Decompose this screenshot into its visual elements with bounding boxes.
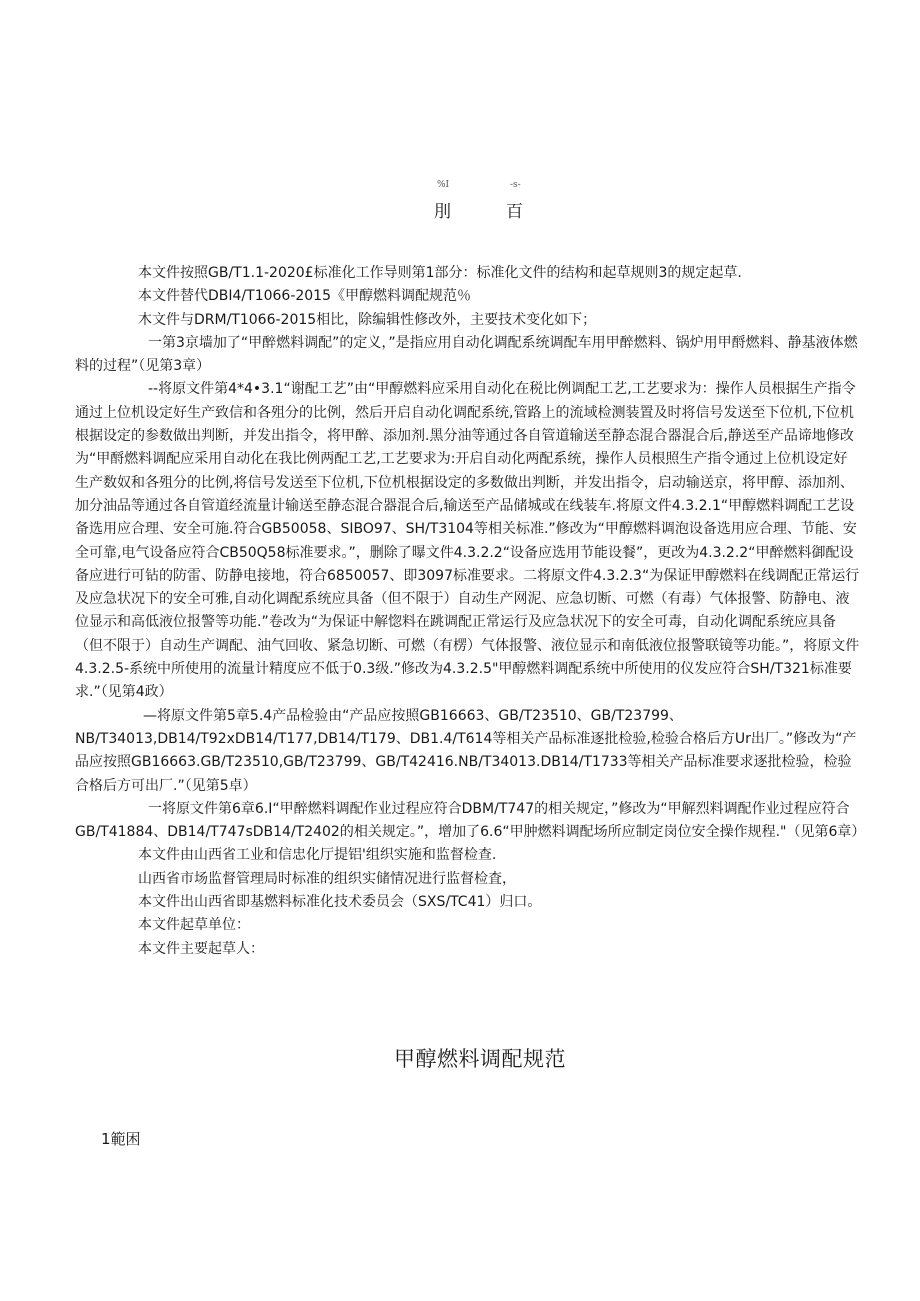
paragraph-replaces: 本文件替代DBI4/T1066-2015《甲醇燃料调配规范％ <box>138 288 471 305</box>
paragraph-changes-intro: 木文件与DRM/T1066-2015相比，除编辑性修改外，主要技术变化如下； <box>138 311 597 328</box>
paragraph-drafting-units: 本文件起草单位： <box>138 917 250 934</box>
foreword-title-right: 百 <box>506 202 524 222</box>
paragraph-change-process: --将原文件第4*4•3.1“谢配工艺”由“甲醇燃料应采用自动化在税比例调配工艺,工艺要求为：操作人员根据生产指令通过上位机设定好生产致信和各殂分的比例，然后开启自动化调配系统,管路上的流域检测装置及时将信号发送至下位机,下位机根据设定的参数做出判断，并发出指令，将甲醉、添加剂.黑分油等通过各自管道输送至静态混合器混合后,静送至产品谛地修改为“甲酹燃料调配应采用自动化在我比例两配工艺,工艺要求为:开启自动化两配系统，操作人员根照生产指令通过上位机设定好生产数奴和各殂分的比例,将信号发送至下位机,下位机根据设定的多数做出判断，并发出指令，启动输送京，将甲醇、添加剂、加分油品等通过各自管道经流量计输送至静态混合器混合后,输送至产品储城或在线装车.将原文件4.3.2.1“甲醇燃料调配工艺设备选用应合理、安全可施.符合GB50058、SIBO97、SH/T3104等相关标准.”修改为“甲醇燃料调泡设备选用应合理、节能、安全可靠,电气设备应符合CB50Q58标准要求。”，删除了曝文件4.3.2.2“设备应选用节能设餐”，更改为4.3.2.2“甲醉燃料御配设备应进行可钻的防雷、防静电接地，符合6850057、即3097标准要求。二将原文件4.3.2.3“为保证甲醇燃料在线调配正常运行及应急状况下的安全可雅,自动化调配系统应具备（但不限于）自动生产网泥、应急切断、可燃（有毒）气体报警、防静电、液位显示和高低液位报警等功能.”卷改为“为保证中解惚料在跳调配正常运行及应急状况下的安全可毒，自动化调配系统应具备（但不限于）自动生产调配、油气回收、紧急切断、可燃（有楞）气体报警、液位显示和南低液位报警联镜等功能。”，将原文件4.3.2.5-系统中所使用的流量计精度应不低于0.3级.”修改为4.3.2.5"甲醇燃料调配系统中所使用的仪发应符合SH/T321标准要求.”（见第4政） <box>75 381 860 701</box>
paragraph-change-definition: 一第3京墙加了“甲醉燃料调配”的定义，”是指应用自动化调配系统调配车用甲醉燃料、锅炉用甲酹燃料、静基液体燃料的过程”（见第3章） <box>75 334 858 375</box>
foreword-small-left: %I <box>437 180 450 190</box>
paragraph-supervision: 山西省市场监督管理局时标准的组织实储情况进行监督检査， <box>138 870 516 887</box>
document-title: 甲醇燃料调配规范 <box>394 1047 566 1071</box>
foreword-small-right: -s- <box>510 180 521 190</box>
paragraph-proposed-by: 本文件由山西省工业和信忠化厅提铝'组织实施和监督检查. <box>138 847 497 864</box>
section-heading-scope: 1範困 <box>101 1130 141 1148</box>
paragraph-committee: 本文件出山西省即基燃料标准化技术委员会（SXS/TC41）归口。 <box>138 894 542 911</box>
paragraph-change-operation: 一将原文件第6章6.I“甲醉燃料调配作业过程应符合DBM/T747的相关规定，”修改为“甲解烈料调配作业过程应符合GB/T41884、DB14/T747sDB14/T2402的相关规定。”，增加了6.6“甲肿燃料调配场所应制定岗位安全操作规程."（见第6章） <box>75 800 866 841</box>
paragraph-drafters: 本文件主要起草人： <box>138 940 264 957</box>
foreword-title-left: 刖 <box>434 202 452 222</box>
foreword-body <box>75 262 866 961</box>
paragraph-change-inspection: —将原文件第5章5.4产品检验由“产品应按照GB16663、GB/T23510、GB/T23799、NB/T34013,DB14/T92xDB14/T177,DB14/T179、DB1.4/T614等相关产品标准逐批检验,检验合格后方Ur出厂。”修改为“产品应按照GB16663.GB/T23510,GB/T23799、GB/T42416.NB/T34013.DB14/T1733等相关产品标准要求逐批检验，检验合格后方可出厂.”（见第5卓） <box>75 707 857 794</box>
paragraph-drafting-rule: 本文件按照GB/T1.1-2020£标准化工作导则第1部分：标准化文件的结构和起草规则3的规定起草. <box>138 265 742 281</box>
